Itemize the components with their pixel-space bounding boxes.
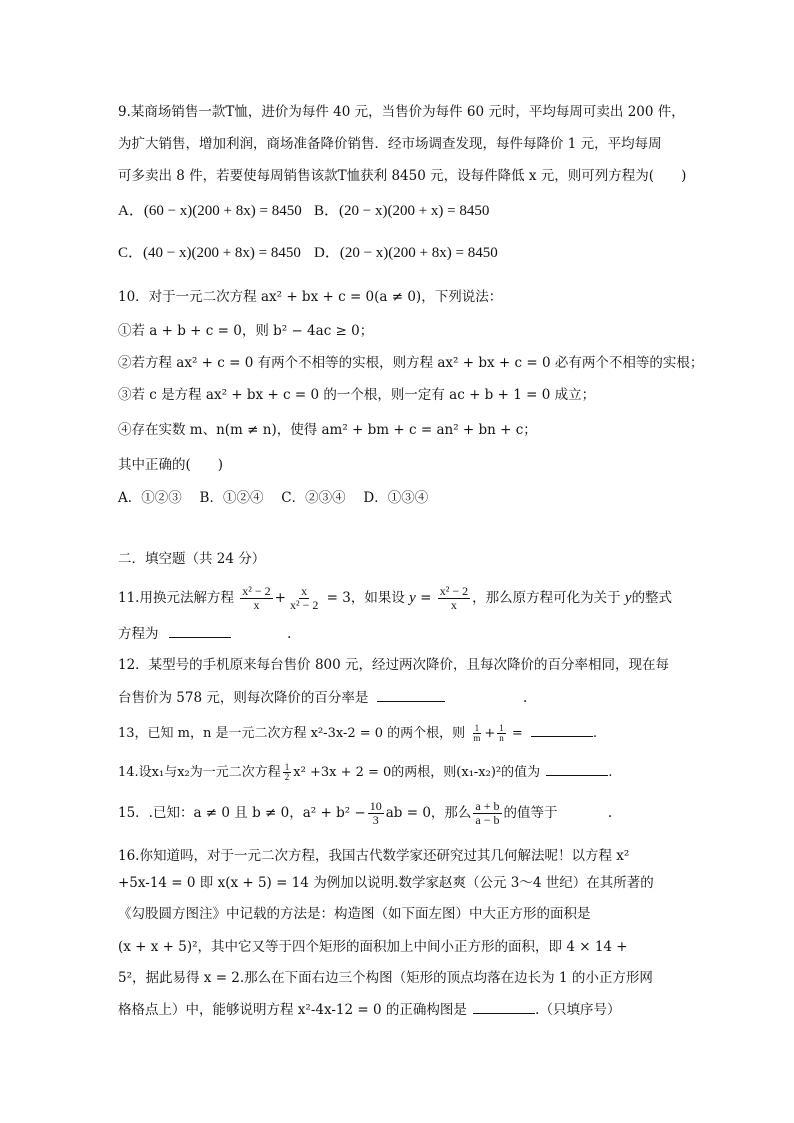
q15-end: . — [607, 805, 613, 821]
q15-line — [118, 800, 612, 827]
section-title: 二．填空题（共 24 分） — [118, 551, 266, 567]
fraction-2: $\frac{x}{\text{x² − 2}}$ — [289, 584, 319, 612]
q16-line5: 5²，据此易得 x = 2.那么在下面右边三个构图（矩形的顶点均落在边长为 1 的小正方形网 — [118, 970, 653, 986]
answer-blank[interactable] — [473, 999, 535, 1014]
q9-line3: 可多卖出 8 件，若要使每周销售该款T恤获利 8450 元，设每件降低 x 元，则可列方程为( ) — [118, 168, 687, 184]
answer-blank[interactable] — [169, 623, 231, 638]
q9-option-a: A．(60 − x)(200 + 8x) = 8450 — [118, 203, 302, 219]
q10-statement-1: ①若 a + b + c = 0，则 b² − 4ac ≥ 0； — [118, 323, 374, 339]
q14-text-1: 14.设x₁与x₂为一元二次方程 — [118, 765, 281, 780]
q11-line1: 11.用换元法解方程 $\frac{\text{x² − 2}}{x}$ + $\frac{x}{\text{x² − 2}}$ = 3，如果设 y = $\frac{\text{x² − 2}}{x}$ ，那么原方程可化为关于 y的整式 — [118, 584, 673, 612]
q10-statement-3: ③若 c 是方程 ax² + bx + c = 0 的一个根，则一定有 ac + b + 1 = 0 成立； — [118, 387, 596, 403]
q14-line — [118, 761, 612, 783]
answer-blank[interactable] — [531, 722, 593, 737]
q10-options: A．①②③ B．①②④ C．②③④ D．①③④ — [118, 490, 429, 506]
q10-stem: 10．对于一元二次方程 ax² + bx + c = 0(a ≠ 0)，下列说法： — [118, 289, 503, 305]
q12-end: . — [522, 690, 528, 706]
answer-blank[interactable] — [546, 761, 608, 776]
q9-line1: 9.某商场销售一款T恤，进价为每件 40 元，当售价为每件 60 元时，平均每周可卖出 200 件， — [118, 104, 685, 120]
q10-statement-2: ②若方程 ax² + c = 0 有两个不相等的实根，则方程 ax² + bx + c = 0 必有两个不相等的实根； — [118, 355, 704, 371]
q9-option-d: D．(20 − x)(200 + 8x) = 8450 — [314, 245, 498, 261]
q11-end: . — [287, 626, 292, 642]
fraction-one-half: $\frac{1}{2}$ — [284, 762, 290, 782]
fraction-1: $\frac{\text{x² − 2}}{x}$ — [242, 584, 271, 612]
fraction-1-over-m: $\frac{1}{m}$ — [473, 723, 481, 743]
q16-line6 — [118, 999, 620, 1020]
q14-end: . — [608, 765, 613, 780]
q16-line4: (x + x + 5)²，其中它又等于四个矩形的面积加上中间小正方形的面积，即 4 × 14 + — [118, 939, 628, 955]
q15-text-1: 15．.已知：a ≠ 0 且 b ≠ 0，a² + b² − — [118, 805, 366, 821]
q16-line2: +5x-14 = 0 即 x(x + 5) = 14 为例加以说明.数学家赵爽（公元 3～4 世纪）在其所著的 — [118, 875, 654, 891]
q15-text-2: ab = 0，那么 — [385, 805, 472, 821]
q14-text-2: x² +3x + 2 = 0的两根，则(x₁-x₂)²的值为 — [293, 765, 541, 780]
q11-text-1: 11.用换元法解方程 — [118, 590, 234, 606]
q16-line3: 《勾股圆方图注》中记载的方法是：构造图（如下面左图）中大正方形的面积是 — [118, 906, 591, 922]
q13-line: 13，已知 m，n 是一元二次方程 x²-3x-2 = 0 的两个根，则 $\frac{1}{m}$ + $\frac{1}{n}$ = . — [118, 723, 598, 743]
fraction-1-over-n: $\frac{1}{n}$ — [499, 723, 504, 743]
q16-line6-end: .（只填序号） — [535, 1002, 621, 1018]
q12-line2 — [118, 687, 527, 708]
q15-text-3: 的值等于 — [503, 805, 558, 821]
q9-line2: 为扩大销售，增加利润，商场准备降价销售．经市场调查发现，每件每降价 1 元，平均每周 — [118, 136, 662, 152]
fraction-3: $\frac{\text{x² − 2}}{x}$ — [439, 584, 469, 612]
q10-statement-4: ④存在实数 m、n(m ≠ n)，使得 am² + bm + c = an² + bn + c； — [118, 422, 537, 438]
q16-line1: 16.你知道吗，对于一元二次方程，我国古代数学家还研究过其几何解法呢！以方程 x² — [118, 848, 630, 864]
fraction-10-over-3: $\frac{10}{3}$ — [369, 799, 382, 827]
q11-line2 — [118, 623, 291, 644]
q12-line2-text: 台售价为 578 元，则每次降价的百分率是 — [118, 690, 369, 706]
q16-line6-text: 格格点上）中，能够说明方程 x²-4x-12 = 0 的正确构图是 — [118, 1002, 467, 1018]
fraction-a-plus-b-over-a-minus-b: $\frac{a + b}{a - b}$ — [475, 799, 500, 827]
q13-end: . — [592, 726, 598, 741]
q11-text-2: = 3，如果设 — [326, 590, 405, 606]
q11-text-4: 的整式 — [631, 590, 673, 606]
q9-option-b: B．(20 − x)(200 + x) = 8450 — [314, 203, 490, 219]
q10-ask: 其中正确的( ) — [118, 457, 224, 473]
q9-option-c: C．(40 − x)(200 + 8x) = 8450 — [118, 245, 301, 261]
q13-text: 13，已知 m，n 是一元二次方程 x²-3x-2 = 0 的两个根，则 — [118, 726, 466, 741]
answer-blank[interactable] — [377, 687, 445, 702]
q11-text-3: ，那么原方程可化为关于 — [472, 590, 621, 606]
q11-line2-text: 方程为 — [118, 626, 159, 642]
q12-line1: 12．某型号的手机原来每台售价 800 元，经过两次降价，且每次降价的百分率相同，现在每 — [118, 657, 670, 673]
